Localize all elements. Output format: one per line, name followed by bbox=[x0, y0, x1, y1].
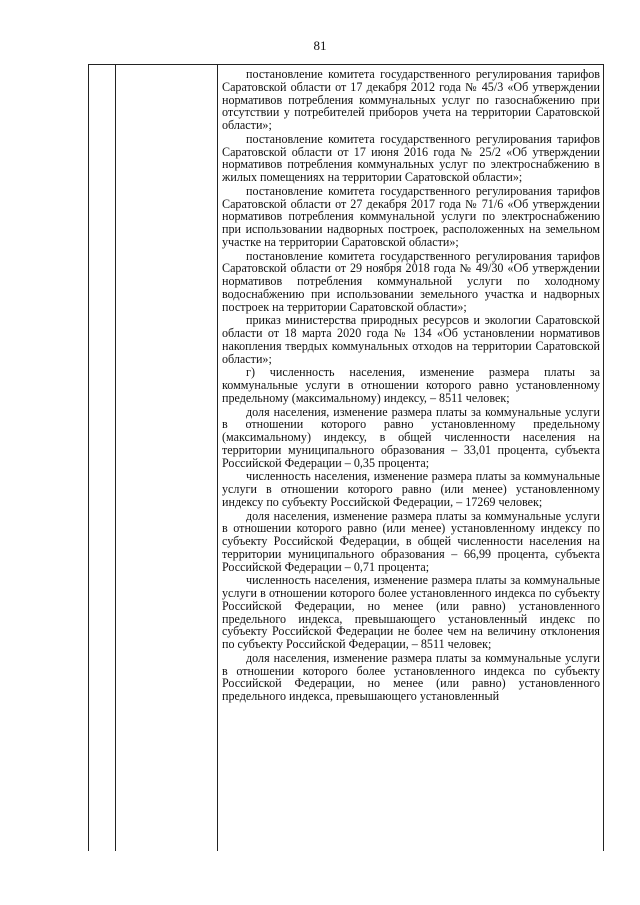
paragraph-population-above-index: численность населения, изменение размера платы за коммунальные услуги в отношении которого более установленного индекса по субъекту Российской Федерации, но менее (или равно) установленного предельного индекса, превышающего установленный индекс по субъекту Российской Федерации не более чем на величину отклонения по субъекту Российской Федерации, – 8511 человек; bbox=[222, 573, 600, 651]
paragraph-resolution-cold-water: постановление комитета государственного регулирования тарифов Саратовской области от 29 ноября 2018 года № 49/30 «Об утверждении нормативов потребления коммунальной услуги по холодному водоснабжению при использовании земельного участка и надворных построек на территории Саратовской области»; bbox=[222, 248, 600, 314]
paragraph-resolution-gas: постановление комитета государственного регулирования тарифов Саратовской области от 17 декабря 2012 года № 45/3 «Об утверждении нормативов потребления коммунальных услуг по газоснабжению при отсутствии у потребителей приборов учета на территории Саратовской области»; bbox=[222, 67, 600, 132]
paragraph-share-equal-max-index: доля населения, изменение размера платы за коммунальные услуги в отношении которого равно установленному предельному (максимальному) индексу, в общей численности населения на территории муниципального образования – 33,01 процента, субъекта Российской Федерации – 0,35 процента; bbox=[222, 404, 600, 470]
paragraph-order-solid-waste: приказ министерства природных ресурсов и экологии Саратовской области от 18 марта 2020 года № 134 «Об установлении нормативов накопления твердых коммунальных отходов на территории Саратовской области»; bbox=[222, 313, 600, 366]
text-cell bbox=[218, 68, 603, 704]
column-divider bbox=[115, 65, 116, 851]
document-table bbox=[88, 64, 604, 851]
paragraph-resolution-electricity-dwellings: постановление комитета государственного регулирования тарифов Саратовской области от 17 июня 2016 года № 25/2 «Об утверждении нормативов потребления коммунальных услуг по электроснабжению в жилых помещениях на территории Саратовской области»; bbox=[222, 131, 600, 184]
page-number: 81 bbox=[313, 38, 327, 53]
paragraph-share-below-index: доля населения, изменение размера платы за коммунальные услуги в отношении которого равно (или менее) установленному индексу по субъекту Российской Федерации, в общей численности населения на территории муниципального образования – 66,99 процента, субъекта Российской Федерации – 0,71 процента; bbox=[222, 508, 600, 574]
paragraph-share-above-index: доля населения, изменение размера платы за коммунальные услуги в отношении которого более установленного индекса по субъекту Российской Федерации, но менее (или равно) установленного предельного индекса, превышающего установленный bbox=[222, 650, 600, 703]
paragraph-population-equal-max-index: г) численность населения, изменение размера платы за коммунальные услуги в отношении которого равно установленному предельному (максимальному) индексу, – 8511 человек; bbox=[222, 365, 600, 405]
paragraph-population-below-index: численность населения, изменение размера платы за коммунальные услуги в отношении которого равно (или менее) установленному индексу по субъекту Российской Федерации, – 17269 человек; bbox=[222, 469, 600, 509]
paragraph-resolution-electricity-outbuildings: постановление комитета государственного регулирования тарифов Саратовской области от 27 декабря 2017 года № 71/6 «Об утверждении нормативов потребления коммунальной услуги по электроснабжению при использовании надворных построек, расположенных на земельном участке на территории Саратовской области»; bbox=[222, 183, 600, 249]
